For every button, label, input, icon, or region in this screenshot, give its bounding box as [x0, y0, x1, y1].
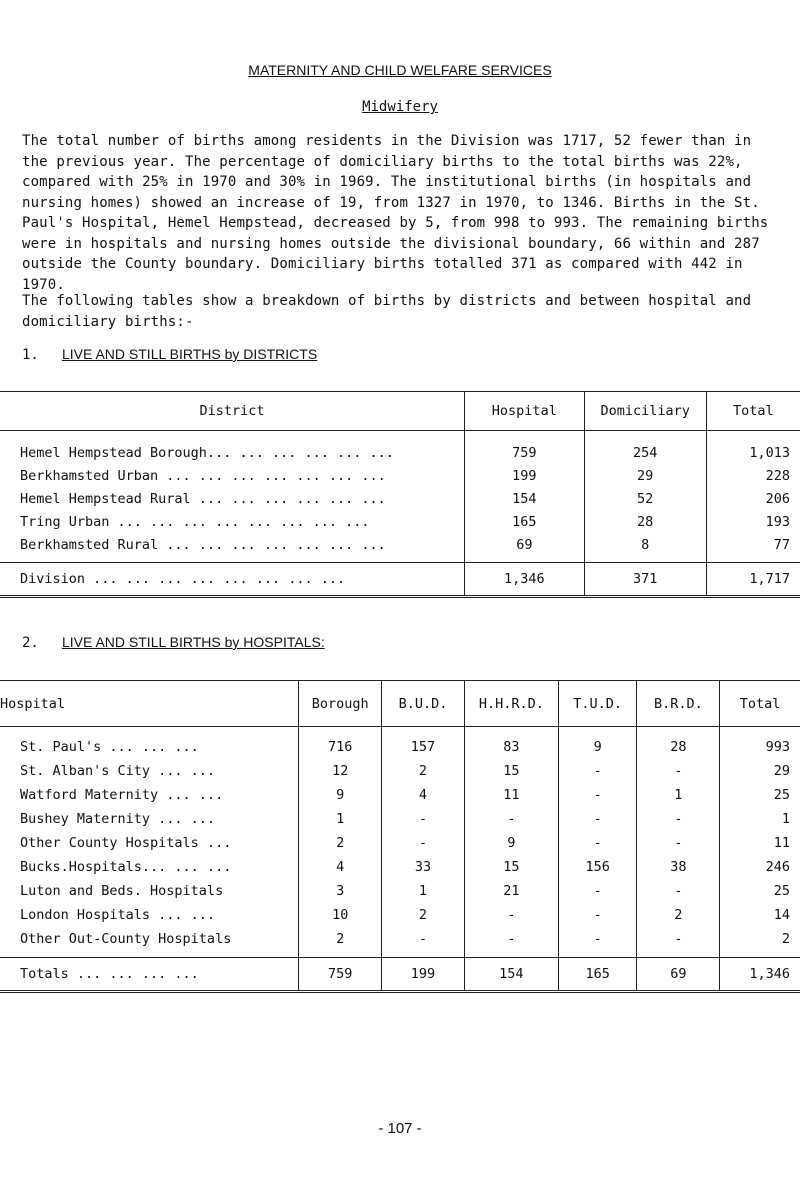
brd-value: 1: [637, 783, 720, 807]
table-row: [0, 807, 800, 831]
tud-value: -: [558, 903, 637, 927]
bud-value: 157: [382, 727, 465, 760]
tud-total: 165: [558, 958, 637, 992]
hospital-name: St. Paul's ... ... ...: [20, 739, 199, 755]
tud-value: 156: [558, 855, 637, 879]
brd-value: 38: [637, 855, 720, 879]
brd-value: -: [637, 831, 720, 855]
hospital-total: 1,346: [465, 563, 585, 597]
total-value: 228: [706, 464, 800, 487]
hhrd-value: 11: [464, 783, 558, 807]
table-row: [0, 879, 800, 903]
hhrd-value: -: [464, 903, 558, 927]
hospital-name: London Hospitals ... ...: [20, 907, 216, 923]
header-total: Total: [706, 392, 800, 431]
total-value: 246: [720, 855, 800, 879]
hhrd-value: 83: [464, 727, 558, 760]
header-brd: B.R.D.: [637, 681, 720, 727]
section-2-number: 2.: [22, 635, 39, 651]
grand-total: 1,346: [720, 958, 800, 992]
header-domiciliary: Domiciliary: [584, 392, 706, 431]
hhrd-value: -: [464, 807, 558, 831]
table-row: [0, 855, 800, 879]
table-row: [0, 464, 800, 487]
domiciliary-value: 52: [584, 487, 706, 510]
borough-value: 12: [299, 759, 382, 783]
total-value: 993: [720, 727, 800, 760]
tud-value: -: [558, 783, 637, 807]
bud-value: 4: [382, 783, 465, 807]
hospital-name: Bushey Maternity ... ...: [20, 811, 216, 827]
total-value: 1,013: [706, 431, 800, 465]
tud-value: -: [558, 831, 637, 855]
total-value: 14: [720, 903, 800, 927]
hospital-value: 199: [465, 464, 585, 487]
table-total-row: [0, 958, 800, 992]
brd-value: 28: [637, 727, 720, 760]
tables-intro-paragraph: The following tables show a breakdown of births by districts and between hospital and domiciliary births:-: [22, 293, 752, 330]
district-name: Berkhamsted Rural ... ... ... ... ... ... ...: [20, 536, 386, 553]
bud-value: -: [382, 927, 465, 958]
bud-value: 2: [382, 903, 465, 927]
district-name: Tring Urban ... ... ... ... ... ... ... ...: [20, 513, 370, 530]
header-borough: Borough: [299, 681, 382, 727]
section-2-title: LIVE AND STILL BIRTHS by HOSPITALS:: [62, 634, 325, 650]
brd-value: -: [637, 807, 720, 831]
section-1-number: 1.: [22, 347, 39, 363]
district-name: Hemel Hempstead Borough... ... ... ... ... ...: [20, 444, 394, 461]
bud-value: 33: [382, 855, 465, 879]
section-1-heading: [22, 346, 317, 363]
header-bud: B.U.D.: [382, 681, 465, 727]
brd-value: -: [637, 759, 720, 783]
table-total-row: [0, 563, 800, 597]
table-row: [0, 533, 800, 563]
brd-value: -: [637, 879, 720, 903]
borough-value: 2: [299, 831, 382, 855]
page-heading: MATERNITY AND CHILD WELFARE SERVICES: [248, 62, 552, 78]
tud-value: -: [558, 807, 637, 831]
table-header-row: [0, 392, 800, 431]
bud-value: 2: [382, 759, 465, 783]
table-row: [0, 903, 800, 927]
brd-value: -: [637, 927, 720, 958]
births-by-hospital-table: [0, 680, 800, 993]
grand-total: 1,717: [706, 563, 800, 597]
borough-value: 3: [299, 879, 382, 903]
district-name: Hemel Hempstead Rural ... ... ... ... ... ...: [20, 490, 386, 507]
brd-total: 69: [637, 958, 720, 992]
table-row: [0, 783, 800, 807]
header-district: District: [0, 392, 465, 431]
table-header-row: [0, 681, 800, 727]
tud-value: -: [558, 927, 637, 958]
table-row: [0, 487, 800, 510]
domiciliary-value: 254: [584, 431, 706, 465]
total-value: 2: [720, 927, 800, 958]
table-row: [0, 927, 800, 958]
hospital-value: 154: [465, 487, 585, 510]
section-2-heading: [22, 634, 325, 651]
domiciliary-value: 29: [584, 464, 706, 487]
header-hhrd: H.H.R.D.: [464, 681, 558, 727]
table-row: [0, 510, 800, 533]
hhrd-value: -: [464, 927, 558, 958]
table-row: [0, 727, 800, 760]
hhrd-value: 21: [464, 879, 558, 903]
division-label: Division ... ... ... ... ... ... ... ...: [0, 563, 465, 597]
domiciliary-value: 8: [584, 533, 706, 563]
borough-value: 2: [299, 927, 382, 958]
brd-value: 2: [637, 903, 720, 927]
header-tud: T.U.D.: [558, 681, 637, 727]
hospital-name: Bucks.Hospitals... ... ...: [20, 859, 232, 875]
header-hospital: Hospital: [0, 681, 299, 727]
hospital-name: Watford Maternity ... ...: [20, 787, 224, 803]
table-row: [0, 831, 800, 855]
table-row: [0, 431, 800, 465]
hhrd-value: 9: [464, 831, 558, 855]
bud-value: 1: [382, 879, 465, 903]
borough-total: 759: [299, 958, 382, 992]
total-value: 206: [706, 487, 800, 510]
total-value: 1: [720, 807, 800, 831]
district-name: Berkhamsted Urban ... ... ... ... ... ... ...: [20, 467, 386, 484]
bud-value: -: [382, 831, 465, 855]
hhrd-total: 154: [464, 958, 558, 992]
header-hospital: Hospital: [465, 392, 585, 431]
hhrd-value: 15: [464, 855, 558, 879]
tud-value: 9: [558, 727, 637, 760]
hospital-value: 165: [465, 510, 585, 533]
borough-value: 716: [299, 727, 382, 760]
page-number: - 107 -: [378, 1120, 422, 1137]
total-value: 193: [706, 510, 800, 533]
section-1-title: LIVE AND STILL BIRTHS by DISTRICTS: [62, 346, 318, 362]
tud-value: -: [558, 879, 637, 903]
total-value: 25: [720, 783, 800, 807]
section-subheading: Midwifery: [362, 99, 438, 115]
borough-value: 4: [299, 855, 382, 879]
domiciliary-total: 371: [584, 563, 706, 597]
hospital-name: Luton and Beds. Hospitals: [20, 883, 224, 899]
domiciliary-value: 28: [584, 510, 706, 533]
hospital-name: Other County Hospitals ...: [20, 835, 232, 851]
bud-total: 199: [382, 958, 465, 992]
total-value: 11: [720, 831, 800, 855]
total-value: 25: [720, 879, 800, 903]
intro-paragraph: The total number of births among residents in the Division was 1717, 52 fewer than in the previous year. The percentage of domiciliary births to the total births was 22%, compared with 25% in 1970 and 30% in 1969. The institutional births (in hospitals and nursing homes) showed an increase of 19, from 1327 in 1970, to 1346. Births in the St. Paul's Hospital, Hemel Hempstead, decreased by 5, from 998 to 993. The remaining births were in hospitals and nursing homes outside the divisional boundary, 66 within and 287 outside the County boundary. Domiciliary births totalled 371 as compared with 442 in 1970.: [22, 133, 769, 293]
borough-value: 9: [299, 783, 382, 807]
table-row: [0, 759, 800, 783]
births-by-district-table: [0, 391, 800, 598]
hospital-value: 69: [465, 533, 585, 563]
borough-value: 1: [299, 807, 382, 831]
hospital-name: St. Alban's City ... ...: [20, 763, 216, 779]
total-value: 29: [720, 759, 800, 783]
header-total: Total: [720, 681, 800, 727]
borough-value: 10: [299, 903, 382, 927]
tud-value: -: [558, 759, 637, 783]
hhrd-value: 15: [464, 759, 558, 783]
bud-value: -: [382, 807, 465, 831]
hospital-value: 759: [465, 431, 585, 465]
totals-label: Totals ... ... ... ...: [0, 958, 299, 992]
hospital-name: Other Out-County Hospitals: [20, 931, 232, 947]
total-value: 77: [706, 533, 800, 563]
